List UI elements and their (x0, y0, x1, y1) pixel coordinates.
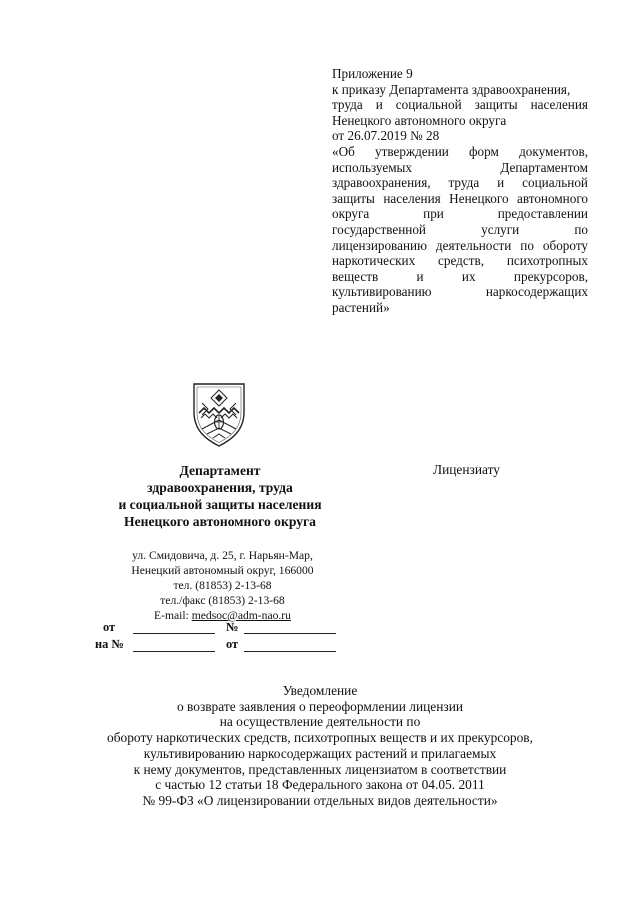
appendix-line: округа при предоставлении (332, 206, 588, 222)
appendix-line: «Об утверждении форм документов, (332, 143, 588, 159)
department-name (80, 462, 360, 530)
address-phone: тел. (81853) 2-13-68 (173, 579, 272, 592)
appendix-order-date: от 26.07.2019 № 28 (332, 128, 440, 144)
appendix-line: лицензированию деятельности по обороту (332, 237, 588, 253)
department-line: Департамент (179, 463, 261, 478)
email-label: E-mail: (154, 609, 189, 622)
notice-line: о возврате заявления о переоформлении лицензии (176, 698, 464, 714)
address-email (100, 608, 345, 623)
appendix-line: используемых Департаментом (332, 159, 588, 175)
appendix-line: здравоохранения, труда и социальной (332, 175, 588, 191)
address-region: Ненецкий автономный округ, 166000 (131, 564, 314, 577)
reply-number-label: на № (95, 637, 124, 651)
reply-number-blank[interactable] (133, 651, 215, 652)
registration-number-label: № (226, 620, 239, 634)
department-line: и социальной защиты населения (118, 497, 322, 512)
notice-line: № 99-ФЗ «О лицензировании отдельных видов деятельности» (142, 792, 498, 808)
notice-heading: Уведомление (282, 683, 358, 698)
appendix-line: наркотических средств, психотропных (332, 253, 588, 269)
appendix-line: культивированию наркосодержащих (332, 284, 588, 300)
department-line: здравоохранения, труда (147, 480, 293, 495)
appendix-line: Ненецкого автономного округа (332, 112, 507, 128)
address-fax: тел./факс (81853) 2-13-68 (160, 594, 285, 607)
address-street: ул. Смидовича, д. 25, г. Нарьян-Мар, (132, 549, 313, 562)
notice-line: к нему документов, представленных лицензиатом в соответствии (133, 761, 507, 777)
recipient-label: Лицензиату (433, 462, 500, 477)
registration-number-blank[interactable] (244, 633, 336, 634)
notice-line: обороту наркотических средств, психотропных веществ и их прекурсоров, (107, 730, 533, 746)
appendix-block (332, 66, 588, 316)
appendix-line: к приказу Департамента здравоохранения, (332, 81, 571, 97)
appendix-line: труда и социальной защиты населения (332, 97, 588, 113)
appendix-line: веществ и их прекурсоров, (332, 268, 588, 284)
notice-line: на осуществление деятельности по (219, 714, 421, 730)
reply-date-blank[interactable] (244, 651, 336, 652)
appendix-title: Приложение 9 (332, 66, 413, 81)
appendix-line: растений» (332, 299, 390, 315)
department-line: Ненецкого автономного округа (124, 514, 316, 529)
appendix-line: государственной услуги по (332, 221, 588, 237)
department-address (100, 548, 345, 623)
coat-of-arms-icon (191, 382, 247, 448)
notice-block (60, 683, 580, 809)
email-link[interactable]: medsoc@adm-nao.ru (191, 609, 291, 622)
registration-date-blank[interactable] (133, 633, 215, 634)
appendix-line: защиты населения Ненецкого автономного (332, 190, 588, 206)
notice-line: культивированию наркосодержащих растений и прилагаемых (143, 745, 497, 761)
registration-date-label: от (103, 620, 116, 634)
reply-date-label: от (226, 637, 239, 651)
notice-line: с частью 12 статьи 18 Федерального закона от 04.05. 2011 (155, 777, 485, 793)
